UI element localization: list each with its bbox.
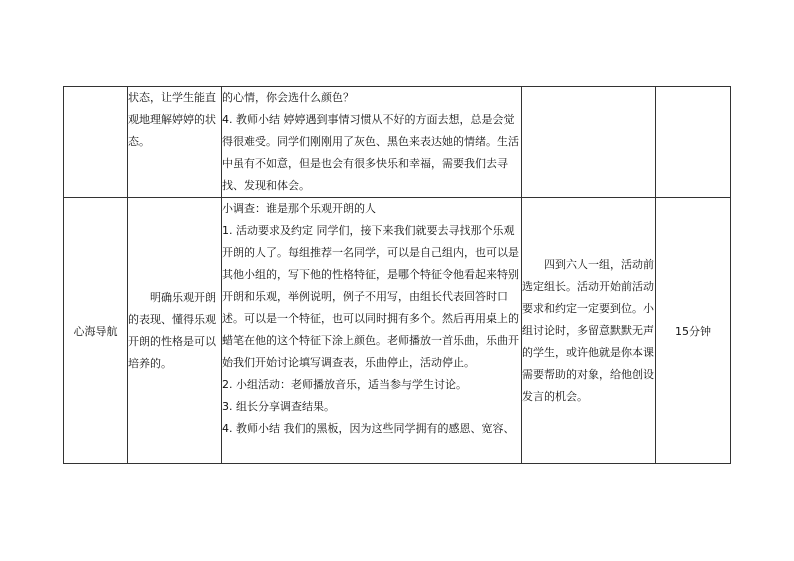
stage-cell [64, 87, 128, 198]
process-cell [222, 198, 522, 464]
process-paragraph: 1. 活动要求及约定 同学们，接下来我们就要去寻找那个乐观开朗的人了。每组推荐一名同学，可以是自己组内，也可以是其他小组的，写下他的性格特征，是哪个特征令他看起来特别开朗和乐观，举例说明，例子不用写，由组长代表回答时口述。可以是一个特征，也可以同时拥有多个。然后再用桌上的蜡笔在他的这个特征下涂上颜色。老师播放一首乐曲，乐曲开始我们开始讨论填写调查表，乐曲停止，活动停止。 [222, 224, 519, 369]
stage-cell [64, 198, 128, 464]
process-paragraph: 4. 教师小结 婷婷遇到事情习惯从不好的方面去想，总是会觉得很难受。同学们刚刚用了灰色、黑色来表达她的情绪。生活中虽有不如意，但是也会有很多快乐和幸福，需要我们去寻找、发现和体会。 [222, 113, 519, 192]
goal-cell [128, 198, 222, 464]
process-paragraph: 3. 组长分享调查结果。 [222, 400, 335, 413]
process-paragraph: 2. 小组活动：老师播放音乐，适当参与学生讨论。 [222, 378, 467, 391]
goal-text: 状态，让学生能直观地理解婷婷的状态。 [128, 91, 216, 148]
process-paragraph: 4. 教师小结 我们的黑板，因为这些同学拥有的感恩、宽容、 [222, 422, 515, 435]
time-label: 15分钟 [675, 324, 711, 338]
goal-text: 明确乐观开朗的表现、懂得乐观开朗的性格是可以培养的。 [128, 290, 216, 370]
stage-label: 心海导航 [73, 324, 118, 338]
goal-cell [128, 87, 222, 198]
lesson-plan-table [63, 86, 731, 464]
table-row [64, 87, 731, 198]
time-cell [656, 198, 731, 464]
table-row [64, 198, 731, 464]
process-cell [222, 87, 522, 198]
process-paragraph: 小调查：谁是那个乐观开朗的人 [222, 202, 376, 215]
notes-cell [522, 198, 656, 464]
notes-cell [522, 87, 656, 198]
notes-text: 四到六人一组，活动前选定组长。活动开始前活动要求和约定一定要到位。小组讨论时，多留意默默无声的学生，或许他就是你本课需要帮助的对象，给他创设发言的机会。 [522, 257, 654, 403]
process-paragraph: 的心情，你会选什么颜色？ [222, 91, 354, 104]
time-cell [656, 87, 731, 198]
